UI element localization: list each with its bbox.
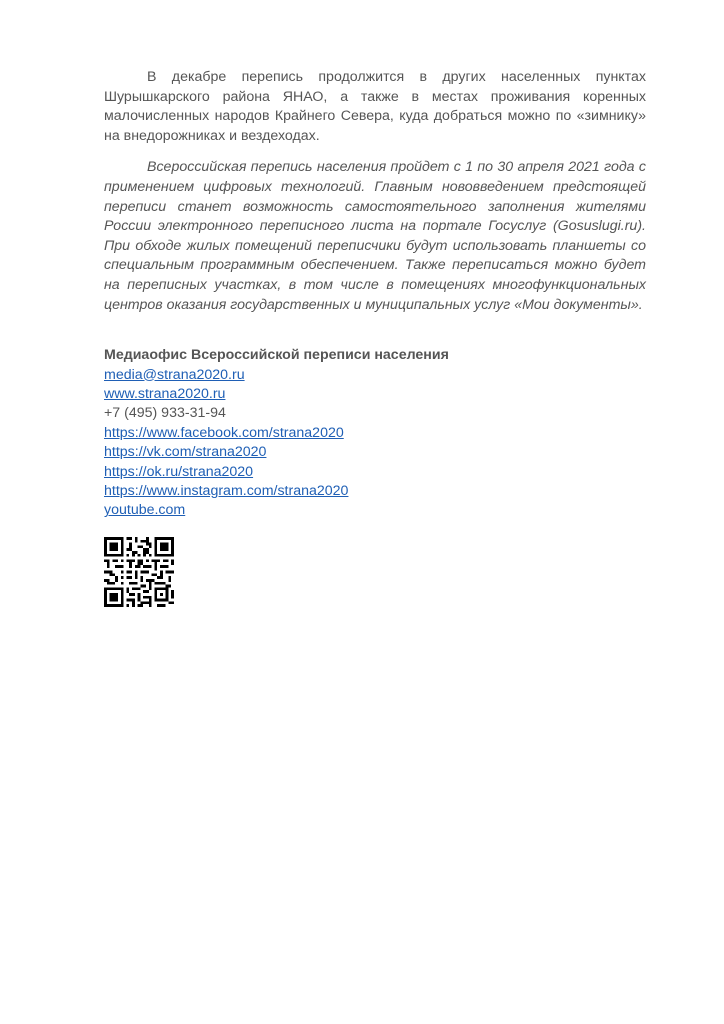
contacts-block bbox=[104, 346, 646, 521]
website-link[interactable]: www.strana2020.ru bbox=[104, 385, 226, 402]
document-page bbox=[104, 68, 646, 607]
qr-code-icon[interactable] bbox=[104, 537, 174, 607]
paragraph-all-russian-census: Всероссийская перепись населения пройдет с 1 по 30 апреля 2021 года с применением цифровых технологий. Главным нововведением предстоящей переписи станет возможность самостоятельного заполнения жителями России электронного переписного листа на портале Госуслуг (Gosuslugi.ru). При обходе жилых помещений переписчики будут использовать планшеты со специальным программным обеспечением. Также переписаться можно будет на переписных участках, в том числе в помещениях многофункциональных центров оказания государственных и муниципальных услуг «Мои документы». bbox=[104, 159, 646, 313]
ok-link[interactable]: https://ok.ru/strana2020 bbox=[104, 463, 254, 480]
contacts-title: Медиаофис Всероссийской переписи населения bbox=[104, 347, 449, 364]
youtube-link[interactable]: youtube.com bbox=[104, 502, 186, 519]
facebook-link[interactable]: https://www.facebook.com/strana2020 bbox=[104, 424, 344, 441]
email-link[interactable]: media@strana2020.ru bbox=[104, 366, 245, 383]
instagram-link[interactable]: https://www.instagram.com/strana2020 bbox=[104, 482, 349, 499]
phone-number: +7 (495) 933-31-94 bbox=[104, 405, 226, 422]
vk-link[interactable]: https://vk.com/strana2020 bbox=[104, 444, 267, 461]
paragraph-december-census: В декабре перепись продолжится в других населенных пунктах Шурышкарского района ЯНАО, а также в местах проживания коренных малочисленных народов Крайнего Севера, куда добраться можно по «зимнику» на внедорожниках и вездеходах. bbox=[104, 69, 646, 144]
